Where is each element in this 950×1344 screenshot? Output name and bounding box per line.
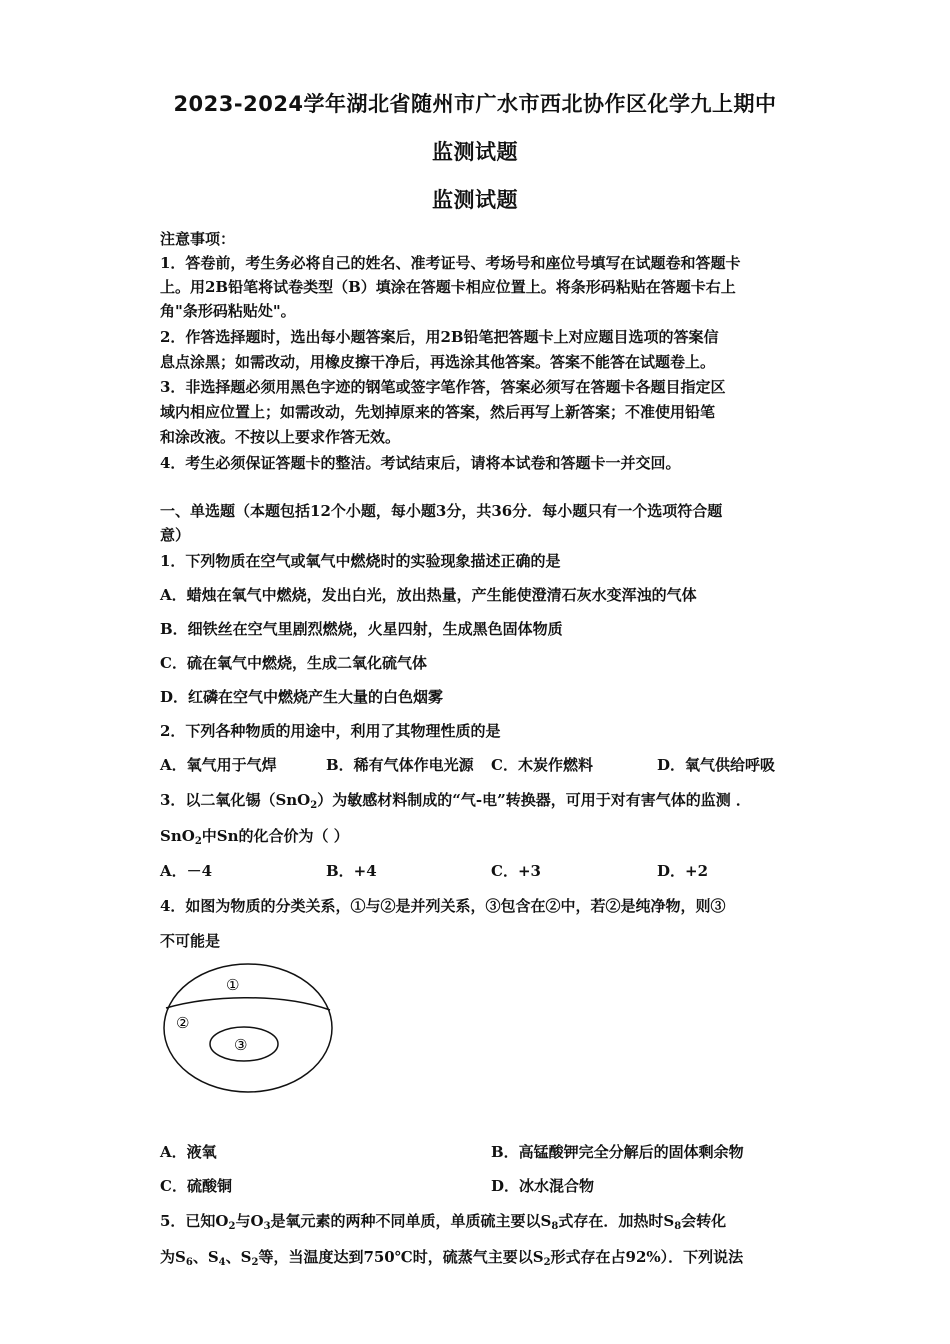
section-header-cont: 意） [160, 526, 191, 544]
question-2-option-a: A．氧气用于气焊 [160, 756, 277, 774]
question-2-option-b: B．稀有气体作电光源 [326, 756, 474, 774]
question-1-stem: 1．下列物质在空气或氧气中燃烧时的实验现象描述正确的是 [160, 552, 561, 570]
question-3-option-a: A．－4 [160, 862, 213, 880]
classification-diagram [158, 960, 338, 1100]
question-2-option-c: C．木炭作燃料 [491, 756, 593, 774]
section-header: 一、单选题（本题包括12个小题，每小题3分，共36分．每小题只有一个选项符合题 [160, 502, 723, 520]
question-3-stem-cont: SnO$_2$中Sn的化合价为（ ） [160, 827, 349, 847]
question-3-option-b: B．+4 [326, 862, 377, 880]
question-3-stem: 3．以二氧化锡（SnO$_2$）为敏感材料制成的“气-电”转换器，可用于对有害气体的监测 ． [160, 791, 751, 811]
notice-line: 3．非选择题必须用黑色字迹的钢笔或签字笔作答，答案必须写在答题卡各题目指定区 [160, 378, 726, 396]
exam-title-line1: 2023-2024学年湖北省随州市广水市西北协作区化学九上期中 [173, 92, 777, 116]
notice-line: 息点涂黑；如需改动，用橡皮擦干净后，再选涂其他答案。答案不能答在试题卷上。 [160, 353, 716, 371]
question-2-stem: 2．下列各种物质的用途中，利用了其物理性质的是 [160, 722, 501, 740]
notice-line: 域内相应位置上；如需改动，先划掉原来的答案，然后再写上新答案；不准使用铅笔 [160, 403, 716, 421]
question-2-option-d: D．氧气供给呼吸 [657, 756, 776, 774]
diagram-label-2: ② [176, 1014, 190, 1032]
question-1-option-b: B．细铁丝在空气里剧烈燃烧，火星四射，生成黑色固体物质 [160, 620, 563, 638]
diagram-label-3: ③ [234, 1036, 248, 1054]
exam-subtitle: 监测试题 [432, 188, 518, 212]
question-4-stem: 4．如图为物质的分类关系，①与②是并列关系，③包含在②中，若②是纯净物，则③ [160, 897, 726, 915]
question-3-option-c: C．+3 [491, 862, 541, 880]
divider-curve [166, 998, 330, 1010]
notice-line: 4．考生必须保证答题卡的整洁。考试结束后，请将本试卷和答题卡一并交回。 [160, 454, 681, 472]
notice-line: 和涂改液。不按以上要求作答无效。 [160, 428, 401, 446]
notice-line: 上。用2B铅笔将试卷类型（B）填涂在答题卡相应位置上。将条形码粘贴在答题卡右上 [160, 278, 736, 296]
notice-line: 角"条形码粘贴处"。 [160, 302, 296, 320]
question-4-stem-cont: 不可能是 [160, 932, 221, 950]
question-4-option-d: D．冰水混合物 [491, 1177, 595, 1195]
question-1-option-c: C．硫在氧气中燃烧，生成二氧化硫气体 [160, 654, 427, 672]
notice-heading: 注意事项： [160, 230, 236, 248]
question-5-stem: 5．已知$O_2$与$O_3$是氧元素的两种不同单质，单质硫主要以$S_8$式存在．加热时$S_8$会转化 [160, 1212, 727, 1232]
question-5-stem-cont: 为$S_6$、$S_4$、$S_2$等，当温度达到750℃时，硫蒸气主要以$S_2$形式存在占92%）．下列说法 [160, 1248, 744, 1268]
question-3-option-d: D．+2 [657, 862, 709, 880]
diagram-label-1: ① [226, 976, 240, 994]
notice-line: 2．作答选择题时，选出每小题答案后，用2B铅笔把答题卡上对应题目选项的答案信 [160, 328, 719, 346]
exam-title-line2: 监测试题 [432, 140, 518, 164]
question-4-option-a: A．液氧 [160, 1143, 217, 1161]
question-4-option-b: B．高锰酸钾完全分解后的固体剩余物 [491, 1143, 744, 1161]
notice-line: 1．答卷前，考生务必将自己的姓名、准考证号、考场号和座位号填写在试题卷和答题卡 [160, 254, 741, 272]
question-1-option-a: A．蜡烛在氧气中燃烧，发出白光，放出热量，产生能使澄清石灰水变浑浊的气体 [160, 586, 697, 604]
question-1-option-d: D．红磷在空气中燃烧产生大量的白色烟雾 [160, 688, 444, 706]
question-4-option-c: C．硫酸铜 [160, 1177, 232, 1195]
